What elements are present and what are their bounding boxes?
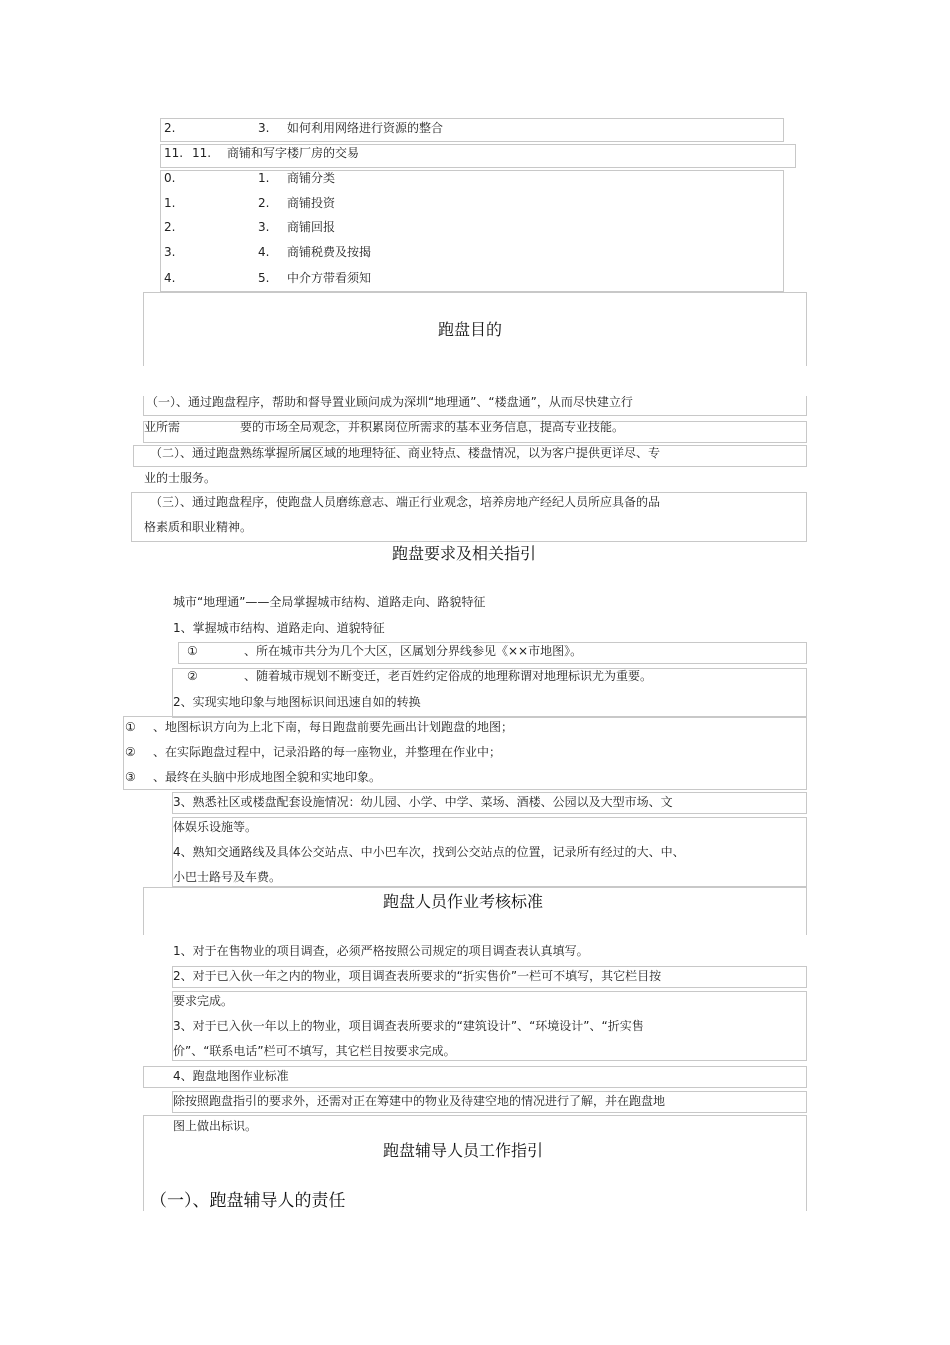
- section-subtitle-assistant: （一）、跑盘辅导人的责任: [150, 1191, 346, 1211]
- guide-marker: ①: [187, 644, 198, 658]
- standard-line: 2、对于已入伙一年之内的物业，项目调查表所要求的“折实售价”一栏可不填写，其它栏目按: [173, 969, 662, 983]
- section-title-purpose: 跑盘目的: [438, 320, 503, 339]
- guide-marker: ①: [125, 720, 136, 734]
- toc-row-4-sub: 3.: [258, 220, 270, 234]
- purpose-line: （二）、通过跑盘熟练掌握所属区域的地理特征、商业特点、楼盘情况，以为客户提供更详尽、专: [150, 446, 661, 460]
- guide-line: 、所在城市共分为几个大区，区属划分界线参见《××市地图》。: [244, 644, 583, 658]
- toc-row-4-num: 2.: [164, 220, 176, 234]
- toc-row-1-num: 11.: [164, 146, 184, 160]
- toc-row-0-num: 2.: [164, 121, 176, 135]
- purpose-line: 要的市场全局观念，并积累岗位所需求的基本业务信息，提高专业技能。: [240, 420, 625, 434]
- toc-row-1-sub: 11.: [192, 146, 212, 160]
- guide-line: 、地图标识方向为上北下南，每日跑盘前要先画出计划跑盘的地图；: [153, 720, 514, 734]
- standard-line: 要求完成。: [173, 994, 234, 1008]
- toc-row-4-text: 商铺回报: [287, 220, 336, 234]
- purpose-line: 业所需: [144, 420, 181, 434]
- guide-line: 体娱乐设施等。: [173, 820, 258, 834]
- guide-line: 、随着城市规划不断变迁，老百姓约定俗成的地理称谓对地理标识尤为重要。: [244, 669, 653, 683]
- guide-line: 、最终在头脑中形成地图全貌和实地印象。: [153, 770, 382, 784]
- guide-line: 城市“地理通”——全局掌握城市结构、道路走向、路貌特征: [173, 595, 486, 609]
- cell-border: [160, 170, 784, 292]
- standard-line: 4、跑盘地图作业标准: [173, 1069, 289, 1083]
- standard-line: 图上做出标识。: [173, 1119, 258, 1133]
- toc-row-5-sub: 4.: [258, 245, 270, 259]
- toc-row-6-num: 4.: [164, 271, 176, 285]
- toc-row-2-text: 商铺分类: [287, 171, 336, 185]
- guide-marker: ②: [125, 745, 136, 759]
- purpose-line: 业的士服务。: [144, 471, 217, 485]
- toc-row-2-sub: 1.: [258, 171, 270, 185]
- guide-marker: ②: [187, 669, 198, 683]
- toc-row-3-text: 商铺投资: [287, 196, 336, 210]
- section-title-standard: 跑盘人员作业考核标准: [383, 892, 544, 911]
- guide-line: 、在实际跑盘过程中，记录沿路的每一座物业，并整理在作业中；: [153, 745, 502, 759]
- standard-line: 价”、“联系电话”栏可不填写，其它栏目按要求完成。: [173, 1044, 456, 1058]
- guide-line: 小巴士路号及车费。: [173, 870, 282, 884]
- standard-line: 3、对于已入伙一年以上的物业，项目调查表所要求的“建筑设计”、“环境设计”、“折实售: [173, 1019, 644, 1033]
- standard-line: 1、对于在售物业的项目调查，必须严格按照公司规定的项目调查表认真填写。: [173, 944, 589, 958]
- purpose-line: （一）、通过跑盘程序，帮助和督导置业顾问成为深圳“地理通”、“楼盘通”，从而尽快建立行: [146, 395, 633, 409]
- toc-row-3-sub: 2.: [258, 196, 270, 210]
- toc-row-0-text: 如何利用网络进行资源的整合: [287, 121, 444, 135]
- toc-row-3-num: 1.: [164, 196, 176, 210]
- guide-marker: ③: [125, 770, 136, 784]
- guide-line: 1、掌握城市结构、道路走向、道貌特征: [173, 621, 385, 635]
- cell-border: [160, 118, 784, 142]
- toc-row-5-text: 商铺税费及按揭: [287, 245, 372, 259]
- guide-line: 3、熟悉社区或楼盘配套设施情况：幼儿园、小学、中学、菜场、酒楼、公园以及大型市场、文: [173, 795, 673, 809]
- guide-line: 2、实现实地印象与地图标识间迅速自如的转换: [173, 695, 421, 709]
- toc-row-6-sub: 5.: [258, 271, 270, 285]
- purpose-line: 格素质和职业精神。: [144, 520, 253, 534]
- toc-row-2-num: 0.: [164, 171, 176, 185]
- toc-row-6-text: 中介方带看须知: [287, 271, 372, 285]
- section-title-guide: 跑盘要求及相关指引: [392, 544, 537, 563]
- standard-line: 除按照跑盘指引的要求外，还需对正在筹建中的物业及待建空地的情况进行了解，并在跑盘地: [173, 1094, 666, 1108]
- toc-row-5-num: 3.: [164, 245, 176, 259]
- toc-row-0-sub: 3.: [258, 121, 270, 135]
- purpose-line: （三）、通过跑盘程序，使跑盘人员磨练意志、端正行业观念，培养房地产经纪人员所应具备的品: [150, 495, 661, 509]
- section-title-assistant: 跑盘辅导人员工作指引: [383, 1141, 544, 1160]
- guide-line: 4、熟知交通路线及具体公交站点、中小巴车次，找到公交站点的位置，记录所有经过的大、中、: [173, 845, 685, 859]
- toc-row-1-text: 商铺和写字楼厂房的交易: [227, 146, 360, 160]
